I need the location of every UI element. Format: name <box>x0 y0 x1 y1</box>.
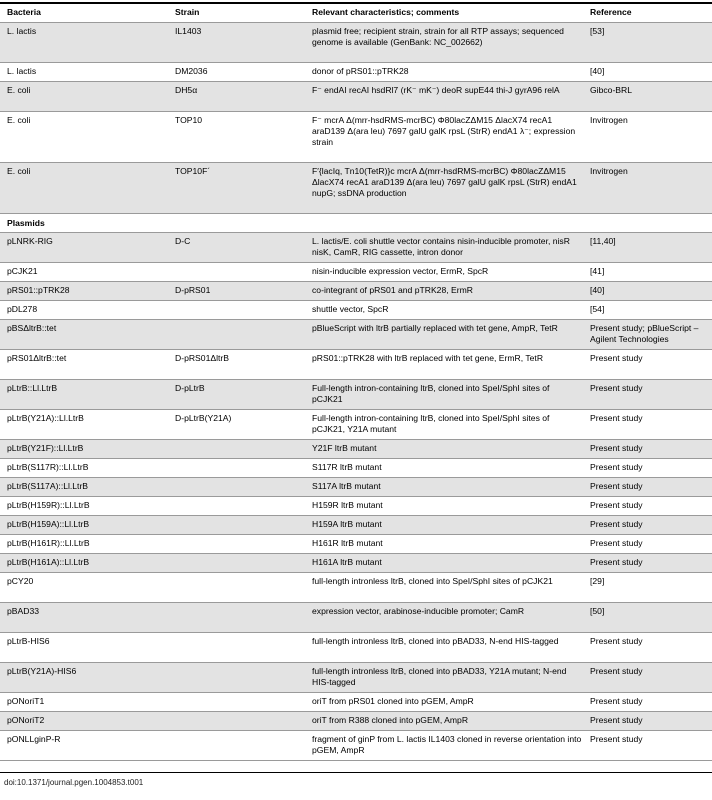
cell-strain <box>175 693 305 696</box>
cell-strain: D-pLtrB(Y21A) <box>175 413 232 423</box>
cell-reference: Present study <box>590 715 643 725</box>
cell-strain <box>175 516 305 519</box>
cell-strain: D-C <box>175 236 191 246</box>
cell-reference: [40] <box>590 66 605 76</box>
cell-name: pLtrB-HIS6 <box>7 636 50 646</box>
cell-reference: [11,40] <box>590 236 616 246</box>
table-row <box>0 516 712 535</box>
table-row <box>0 535 712 554</box>
cell-reference: Present study <box>590 557 643 567</box>
section-plasmids-heading: Plasmids <box>7 218 45 228</box>
table-row <box>0 320 712 350</box>
cell-name: pONoriT1 <box>7 696 45 706</box>
table-row <box>0 233 712 263</box>
cell-reference: [50] <box>590 606 605 616</box>
cell-name: E. coli <box>7 166 31 176</box>
cell-strain <box>175 301 305 304</box>
cell-reference: Present study <box>590 353 643 363</box>
table-row <box>0 163 712 214</box>
cell-name: pRS01::pTRK28 <box>7 285 70 295</box>
cell-strain: D-pLtrB <box>175 383 205 393</box>
table-row <box>0 440 712 459</box>
header-strain: Strain <box>175 7 200 17</box>
cell-characteristics: pBlueScript with ltrB partially replaced with tet gene, AmpR, TetR <box>312 323 558 333</box>
cell-name: E. coli <box>7 115 31 125</box>
cell-reference: Present study <box>590 481 643 491</box>
cell-strain <box>175 478 305 481</box>
cell-strain: TOP10F´ <box>175 166 211 176</box>
cell-name: L. lactis <box>7 26 37 36</box>
cell-characteristics: H159R ltrB mutant <box>312 500 383 510</box>
header-bacteria: Bacteria <box>7 7 41 17</box>
cell-reference: Present study; pBlueScript – Agilent Technologies <box>590 323 699 345</box>
cell-strain <box>175 603 305 606</box>
cell-reference: Present study <box>590 734 643 744</box>
cell-strain <box>175 731 305 734</box>
cell-reference: Gibco-BRL <box>590 85 633 95</box>
cell-reference: [41] <box>590 266 605 276</box>
cell-name: pBAD33 <box>7 606 40 616</box>
table-row <box>0 693 712 712</box>
table-row <box>0 410 712 440</box>
table-row <box>0 112 712 163</box>
cell-strain <box>175 497 305 500</box>
cell-strain: D-pRS01ΔltrB <box>175 353 229 363</box>
table-row <box>0 23 712 63</box>
table-row <box>0 603 712 633</box>
cell-reference: Present study <box>590 383 643 393</box>
cell-characteristics: L. lactis/E. coli shuttle vector contains nisin-inducible promoter, nisR nisK, CamR, RIG cassette, intron donor <box>312 236 570 258</box>
cell-name: pLtrB(Y21F)::Ll.LtrB <box>7 443 84 453</box>
table-row <box>0 573 712 603</box>
doi-footnote: doi:10.1371/journal.pgen.1004853.t001 <box>4 778 144 787</box>
cell-name: pONoriT2 <box>7 715 45 725</box>
cell-reference: Present study <box>590 538 643 548</box>
cell-reference: Present study <box>590 413 643 423</box>
cell-characteristics: oriT from pRS01 cloned into pGEM, AmpR <box>312 696 474 706</box>
cell-characteristics: fragment of ginP from L. lactis IL1403 cloned in reverse orientation into pGEM, AmpR <box>312 734 582 756</box>
header-characteristics: Relevant characteristics; comments <box>312 7 460 17</box>
cell-characteristics: nisin-inducible expression vector, ErmR, SpcR <box>312 266 489 276</box>
table-row <box>0 478 712 497</box>
cell-characteristics: Full-length intron-containing ltrB, cloned into SpeI/SphI sites of pCJK21, Y21A mutant <box>312 413 550 435</box>
header-reference: Reference <box>590 7 632 17</box>
cell-strain <box>175 573 305 576</box>
table-row <box>0 263 712 282</box>
cell-name: pLtrB(H161R)::Ll.LtrB <box>7 538 90 548</box>
cell-characteristics: co-integrant of pRS01 and pTRK28, ErmR <box>312 285 473 295</box>
table-row <box>0 82 712 112</box>
cell-name: pLtrB::Ll.LtrB <box>7 383 58 393</box>
cell-name: L. lactis <box>7 66 37 76</box>
cell-name: pLtrB(Y21A)::Ll.LtrB <box>7 413 84 423</box>
cell-strain <box>175 320 305 323</box>
cell-reference: Present study <box>590 666 643 676</box>
table-row <box>0 459 712 478</box>
cell-reference: Present study <box>590 443 643 453</box>
table-row <box>0 663 712 693</box>
cell-strain <box>175 554 305 557</box>
cell-characteristics: full-length intronless ltrB, cloned into pBAD33, Y21A mutant; N-end HIS-tagged <box>312 666 567 688</box>
cell-name: pCJK21 <box>7 266 38 276</box>
cell-name: pDL278 <box>7 304 38 314</box>
cell-name: pLtrB(Y21A)-HIS6 <box>7 666 77 676</box>
cell-reference: Invitrogen <box>590 166 628 176</box>
cell-characteristics: H161A ltrB mutant <box>312 557 382 567</box>
table-row <box>0 380 712 410</box>
cell-characteristics: Full-length intron-containing ltrB, cloned into SpeI/SphI sites of pCJK21 <box>312 383 550 405</box>
cell-strain <box>175 535 305 538</box>
cell-reference: [40] <box>590 285 605 295</box>
cell-reference: Present study <box>590 462 643 472</box>
cell-strain: IL1403 <box>175 26 202 36</box>
cell-strain <box>175 459 305 462</box>
cell-characteristics: oriT from R388 cloned into pGEM, AmpR <box>312 715 469 725</box>
cell-reference: Present study <box>590 519 643 529</box>
table-row <box>0 731 712 761</box>
table-header-row <box>0 4 712 23</box>
cell-name: pLtrB(H159R)::Ll.LtrB <box>7 500 90 510</box>
cell-name: E. coli <box>7 85 31 95</box>
cell-name: pONLLginP-R <box>7 734 61 744</box>
cell-name: pCY20 <box>7 576 34 586</box>
table-row <box>0 63 712 82</box>
cell-reference: [53] <box>590 26 605 36</box>
cell-characteristics: S117A ltrB mutant <box>312 481 381 491</box>
cell-name: pLtrB(S117R)::Ll.LtrB <box>7 462 89 472</box>
cell-characteristics: Y21F ltrB mutant <box>312 443 377 453</box>
cell-strain <box>175 663 305 666</box>
cell-reference: Present study <box>590 696 643 706</box>
cell-characteristics: shuttle vector, SpcR <box>312 304 389 314</box>
table-row <box>0 497 712 516</box>
cell-characteristics: full-length intronless ltrB, cloned into pBAD33, N-end HIS-tagged <box>312 636 559 646</box>
cell-characteristics: pRS01::pTRK28 with ltrB replaced with tet gene, ErmR, TetR <box>312 353 544 363</box>
cell-strain: DM2036 <box>175 66 208 76</box>
table-row <box>0 712 712 731</box>
table-row <box>0 301 712 320</box>
cell-characteristics: donor of pRS01::pTRK28 <box>312 66 409 76</box>
table-row <box>0 554 712 573</box>
cell-characteristics: H161R ltrB mutant <box>312 538 383 548</box>
cell-strain: DH5α <box>175 85 198 95</box>
section-plasmids-row <box>0 214 712 233</box>
cell-strain <box>175 440 305 443</box>
cell-reference: Invitrogen <box>590 115 628 125</box>
cell-characteristics: plasmid free; recipient strain, strain for all RTP assays; sequenced genome is available (GenBank: NC_002662) <box>312 26 564 48</box>
cell-strain <box>175 633 305 636</box>
cell-reference: [54] <box>590 304 605 314</box>
cell-name: pLtrB(H159A)::Ll.LtrB <box>7 519 90 529</box>
cell-reference: [29] <box>590 576 605 586</box>
cell-characteristics: H159A ltrB mutant <box>312 519 382 529</box>
cell-characteristics: F⁻ mcrA Δ(mrr-hsdRMS-mcrBC) Φ80lacZΔM15 ΔlacX74 recA1 araD139 Δ(ara leu) 7697 galU galK rpsL (StrR) endA1 λ⁻; expression strain <box>312 115 576 148</box>
cell-name: pBSΔltrB::tet <box>7 323 57 333</box>
cell-name: pRS01ΔltrB::tet <box>7 353 67 363</box>
cell-characteristics: expression vector, arabinose-inducible promoter; CamR <box>312 606 525 616</box>
table-bottom-rule <box>0 772 712 773</box>
cell-strain: TOP10 <box>175 115 203 125</box>
cell-characteristics: S117R ltrB mutant <box>312 462 382 472</box>
cell-characteristics: full-length intronless ltrB, cloned into SpeI/SphI sites of pCJK21 <box>312 576 553 586</box>
cell-reference: Present study <box>590 500 643 510</box>
cell-strain: D-pRS01 <box>175 285 211 295</box>
cell-name: pLtrB(S117A)::Ll.LtrB <box>7 481 89 491</box>
cell-strain <box>175 263 305 266</box>
cell-characteristics: F⁻ endAI recAI hsdRl7 (rK⁻ mK⁻) deoR supE44 thi-J gyrA96 relA <box>312 85 560 95</box>
cell-reference: Present study <box>590 636 643 646</box>
table-row <box>0 282 712 301</box>
cell-strain <box>175 712 305 715</box>
cell-characteristics: F′{lacIq, Tn10(TetR)}c mcrA Δ(mrr-hsdRMS-mcrBC) Φ80lacZΔM15 ΔlacX74 recA1 araD139 Δ(ara leu) 7697 galU galK rpsL (StrR) endA1 nupG; ssDNA production <box>312 166 577 199</box>
cell-name: pLNRK-RIG <box>7 236 53 246</box>
table-row <box>0 633 712 663</box>
table-row <box>0 350 712 380</box>
cell-name: pLtrB(H161A)::Ll.LtrB <box>7 557 90 567</box>
